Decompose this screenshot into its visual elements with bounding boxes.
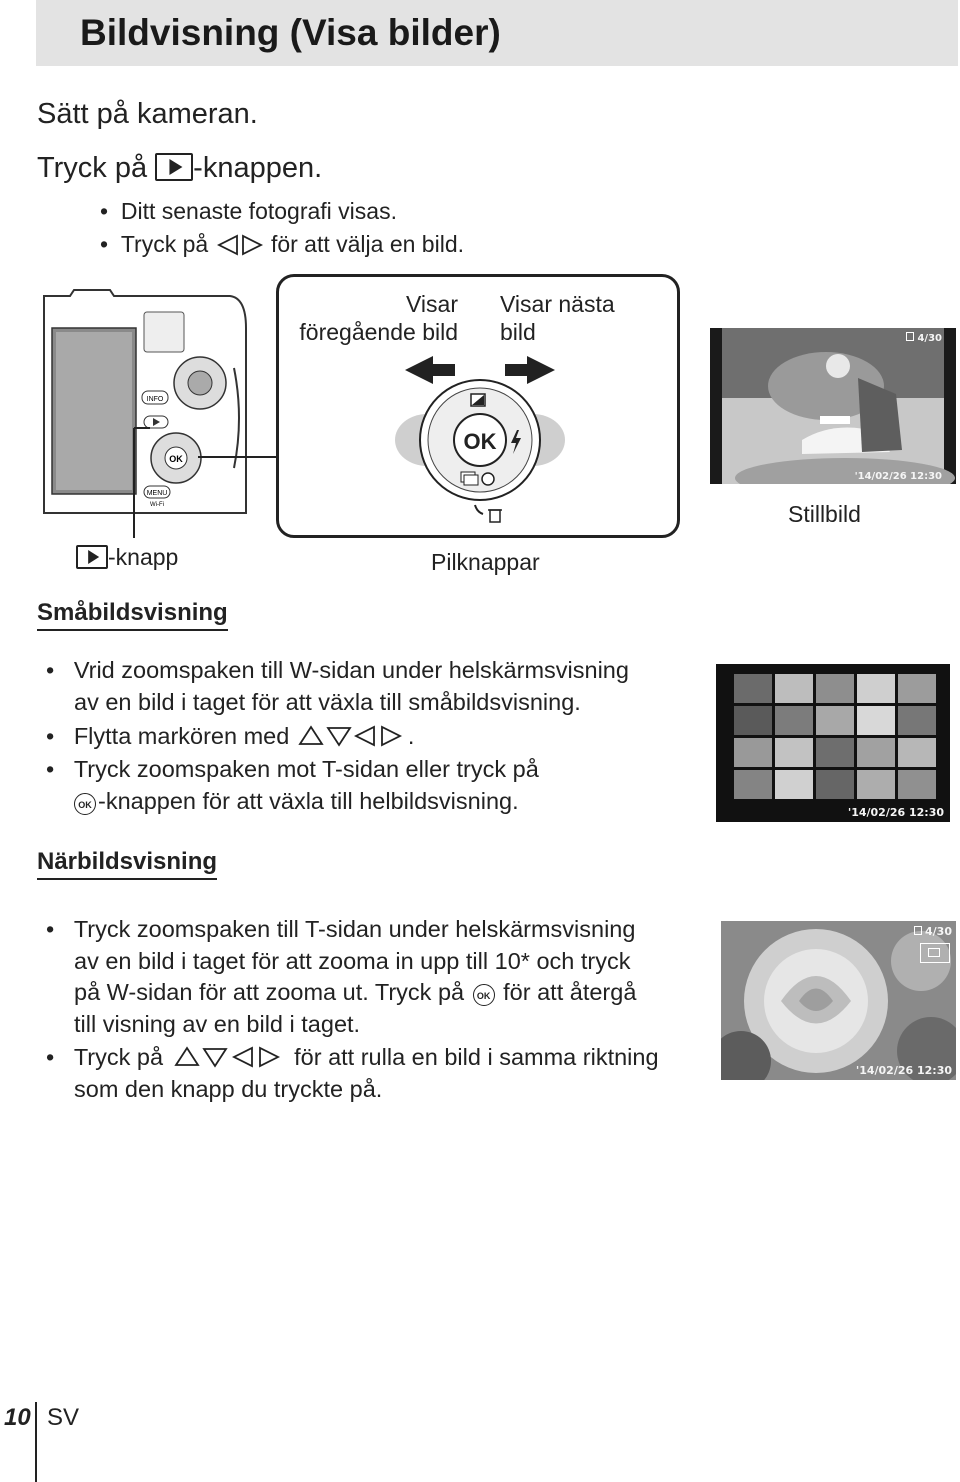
playback-button-label-text: -knapp xyxy=(108,544,179,570)
language-code: SV xyxy=(47,1404,80,1431)
index-bullet-1-line-2: av en bild i taget för att växla till småbildsvisning. xyxy=(74,688,581,715)
page-number: 10 xyxy=(4,1404,31,1431)
closeup-bullet-1: • Tryck zoomspaken till T-sidan under helskärmsvisning av en bild i taget för att zooma in upp till 10* och tryck på W-sidan för att zooma ut. Tryck på OK för att återgå till visning av en bild i taget. xyxy=(46,914,636,1040)
index-bullet-2-prefix: Flytta markören med xyxy=(73,723,296,749)
closeup-bullet-1-line-1: Tryck zoomspaken till T-sidan under helskärmsvisning xyxy=(73,916,636,942)
closeup-datetime: '14/02/26 12:30 xyxy=(855,1064,952,1077)
still-counter-text: 4/30 xyxy=(917,333,942,344)
footer-divider xyxy=(35,1402,37,1482)
step-1: Sätt på kameran. xyxy=(37,98,258,130)
left-right-arrows-icon xyxy=(215,234,265,256)
index-bullet-3-line-1: Tryck zoomspaken mot T-sidan eller tryck på xyxy=(73,756,539,782)
playback-icon xyxy=(76,545,108,569)
playback-icon xyxy=(155,153,193,181)
page-title: Bildvisning (Visa bilder) xyxy=(80,12,501,53)
leader-lines xyxy=(120,410,280,540)
ok-button-icon: OK xyxy=(74,793,96,815)
zoom-position-frame xyxy=(920,943,950,963)
index-view-screen xyxy=(716,664,950,822)
thumbnail-grid xyxy=(734,674,934,800)
index-bullet-1: • Vrid zoomspaken till W-sidan under helskärmsvisning av en bild i taget för att växla till småbildsvisning. xyxy=(46,655,629,718)
closeup-bullet-1-line-4: till visning av en bild i taget. xyxy=(74,1010,361,1037)
step-bullet-2-suffix: för att välja en bild. xyxy=(264,231,465,257)
index-datetime: '14/02/26 12:30 xyxy=(847,806,944,819)
next-arrow-icon xyxy=(505,356,555,384)
closeup-counter xyxy=(914,925,952,938)
closeup-bullet-2-prefix: Tryck på xyxy=(73,1044,170,1070)
closeup-bullet-2: • Tryck på för att rulla en bild i samma riktning som den knapp du tryckte på. xyxy=(46,1042,659,1105)
step-bullet-2-prefix: Tryck på xyxy=(120,231,215,257)
camera-menu-label: MENU xyxy=(146,490,168,497)
arrow-pad-diagram xyxy=(395,350,565,530)
closeup-counter-text: 4/30 xyxy=(925,925,952,938)
index-bullet-1-line-1: Vrid zoomspaken till W-sidan under helskärmsvisning xyxy=(73,657,629,683)
prev-image-label xyxy=(288,290,458,346)
ok-button-icon: OK xyxy=(473,984,495,1006)
still-counter xyxy=(906,332,942,344)
playback-button-label xyxy=(76,544,178,571)
step-2-suffix: -knappen. xyxy=(193,152,323,184)
index-bullet-3: • Tryck zoomspaken mot T-sidan eller tryck på OK -knappen för att växla till helbildsvisning. xyxy=(46,756,539,814)
closeup-bullet-1-line-2: av en bild i taget för att zooma in upp till 10* och tryck xyxy=(74,947,631,974)
four-arrows-icon xyxy=(170,1045,288,1069)
prev-label-line-2: föregående bild xyxy=(299,319,458,345)
step-bullet-1-text: Ditt senaste fotografi visas. xyxy=(120,198,397,224)
closeup-bullet-2-line-2: som den knapp du tryckte på. xyxy=(74,1075,383,1102)
step-2-prefix: Tryck på xyxy=(37,152,156,184)
pad-ok-label: OK xyxy=(463,429,497,454)
closeup-bullet-1-line-3a: på W-sidan för att zooma ut. Tryck på xyxy=(74,979,471,1005)
arrow-pad-label: Pilknappar xyxy=(431,549,540,575)
prev-arrow-icon xyxy=(405,356,455,384)
camera-ok-label: OK xyxy=(169,454,183,464)
prev-label-line-1: Visar xyxy=(406,291,458,317)
next-label-line-1: Visar nästa xyxy=(500,291,615,317)
step-bullet-2: • Tryck på för att välja en bild. xyxy=(100,231,465,257)
next-image-label xyxy=(500,290,615,346)
camera-info-label: INFO xyxy=(146,396,164,403)
index-bullet-3-line-2: -knappen för att växla till helbildsvisning. xyxy=(98,787,519,814)
still-image-label: Stillbild xyxy=(788,501,861,527)
closeup-view-screen xyxy=(721,921,956,1080)
next-label-line-2: bild xyxy=(500,319,536,345)
step-2 xyxy=(37,152,322,185)
index-view-heading: Småbildsvisning xyxy=(37,599,228,631)
step-bullet-1: • Ditt senaste fotografi visas. xyxy=(100,198,397,224)
still-image-screen xyxy=(710,328,956,484)
still-datetime: '14/02/26 12:30 xyxy=(854,471,942,482)
closeup-view-heading: Närbildsvisning xyxy=(37,848,217,880)
closeup-bullet-2-suffix: för att rulla en bild i samma riktning xyxy=(287,1044,659,1070)
camera-wifi-label: Wi-Fi xyxy=(150,502,164,508)
four-arrows-icon xyxy=(296,724,408,748)
closeup-bullet-1-line-3b: för att återgå xyxy=(496,979,637,1005)
index-bullet-2: • Flytta markören med . xyxy=(46,723,415,749)
still-photo xyxy=(710,328,956,484)
index-bullet-2-suffix: . xyxy=(407,723,415,749)
